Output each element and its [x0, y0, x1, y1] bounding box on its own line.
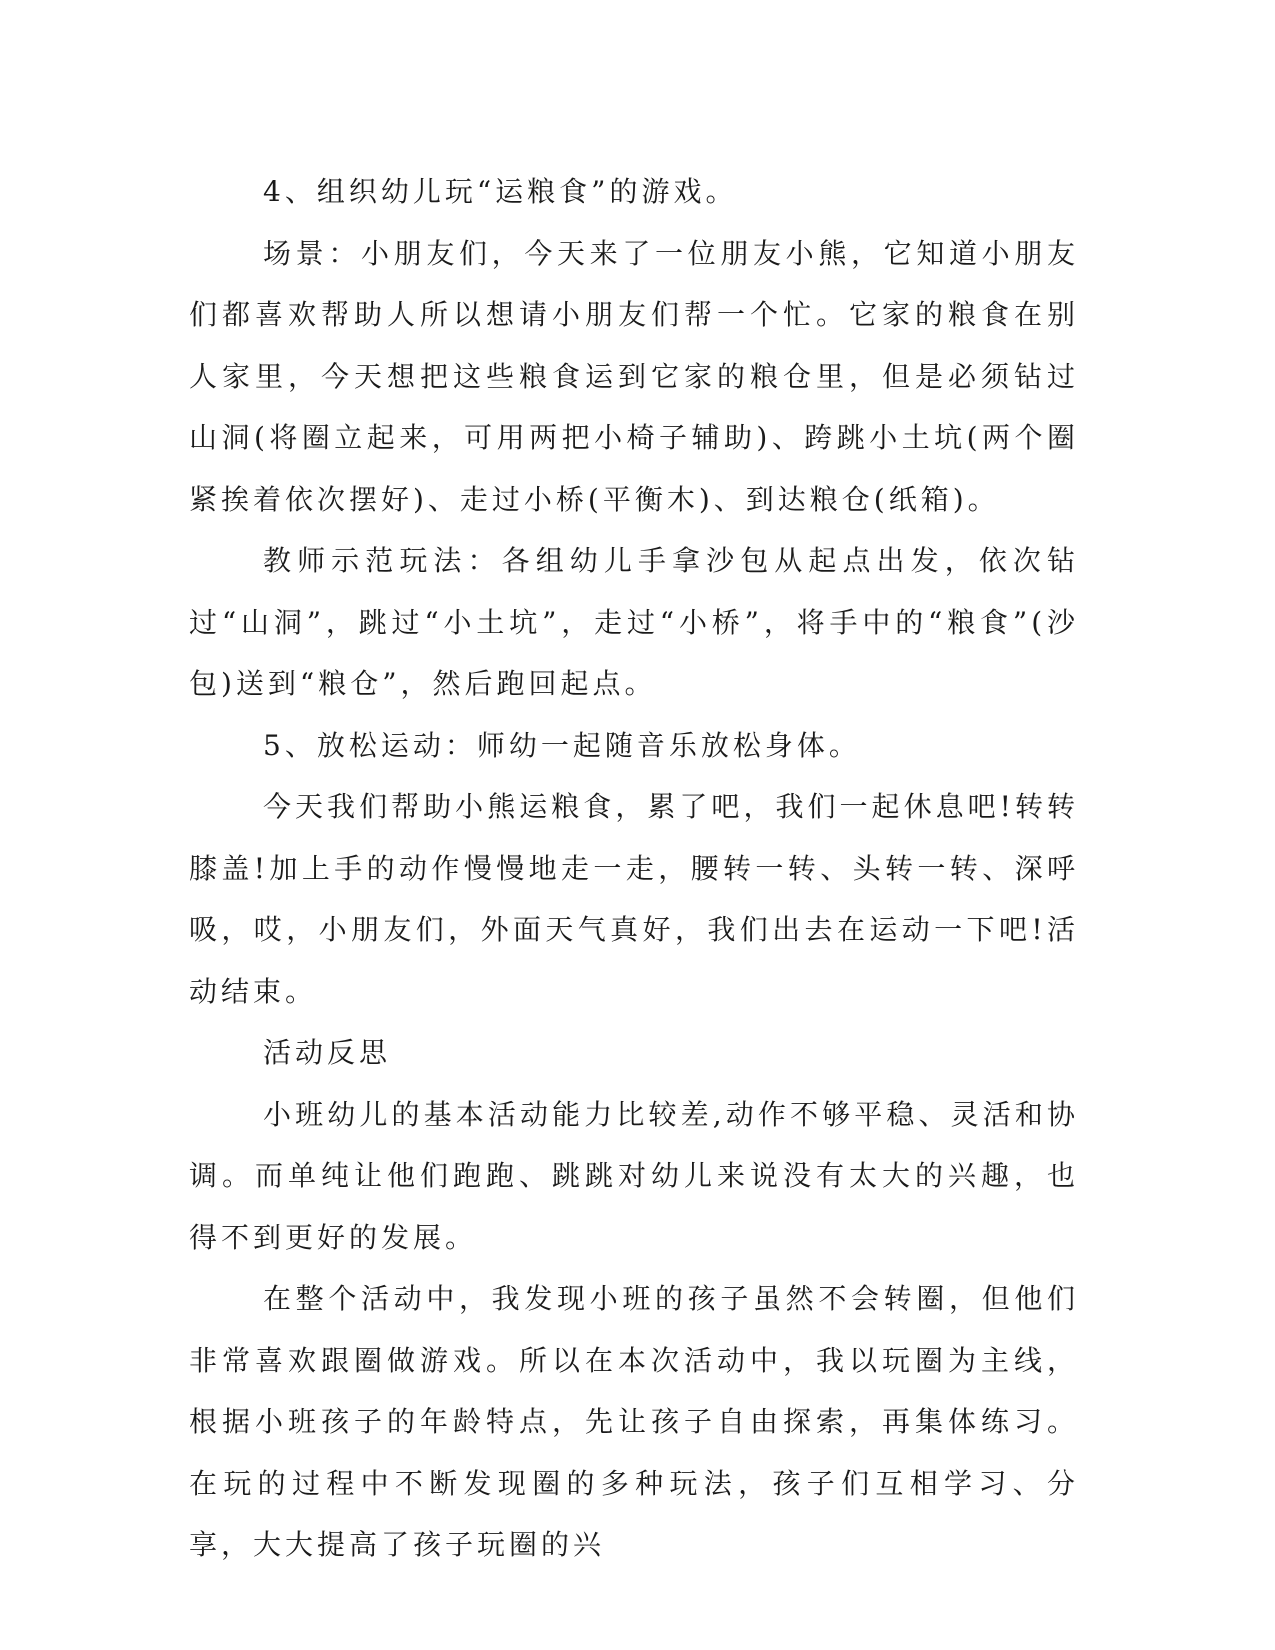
- paragraph-teacher-demo: 教师示范玩法：各组幼儿手拿沙包从起点出发，依次钻过“山洞”，跳过“小土坑”，走过“小桥”，将手中的“粮食”(沙包)送到“粮仓”，然后跑回起点。: [189, 544, 1079, 700]
- paragraph-relaxation-title: 5、放松运动：师幼一起随音乐放松身体。: [263, 728, 861, 762]
- paragraph-game-title: 4、组织幼儿玩“运粮食”的游戏。: [263, 175, 738, 208]
- paragraph-reflection-heading: 活动反思: [263, 1036, 392, 1069]
- document-body: [189, 161, 1079, 1576]
- paragraph-scene: 场景：小朋友们，今天来了一位朋友小熊，它知道小朋友们都喜欢帮助人所以想请小朋友们帮一个忙。它家的粮食在别人家里，今天想把这些粮食运到它家的粮仓里，但是必须钻过山洞(将圈立起来，可用两把小椅子辅助)、跨跳小土坑(两个圈紧挨着依次摆好)、走过小桥(平衡木)、到达粮仓(纸箱)。: [189, 236, 1079, 516]
- paragraph-reflection-1: 小班幼儿的基本活动能力比较差,动作不够平稳、灵活和协调。而单纯让他们跑跑、跳跳对幼儿来说没有太大的兴趣，也得不到更好的发展。: [189, 1097, 1079, 1254]
- paragraph-relaxation: 今天我们帮助小熊运粮食，累了吧，我们一起休息吧!转转膝盖!加上手的动作慢慢地走一走，腰转一转、头转一转、深呼吸，哎，小朋友们，外面天气真好，我们出去在运动一下吧!活动结束。: [189, 790, 1079, 1008]
- paragraph-reflection-2: 在整个活动中，我发现小班的孩子虽然不会转圈，但他们非常喜欢跟圈做游戏。所以在本次活动中，我以玩圈为主线，根据小班孩子的年龄特点，先让孩子自由探索，再集体练习。在玩的过程中不断发现圈的多种玩法，孩子们互相学习、分享，大大提高了孩子玩圈的兴: [189, 1282, 1079, 1561]
